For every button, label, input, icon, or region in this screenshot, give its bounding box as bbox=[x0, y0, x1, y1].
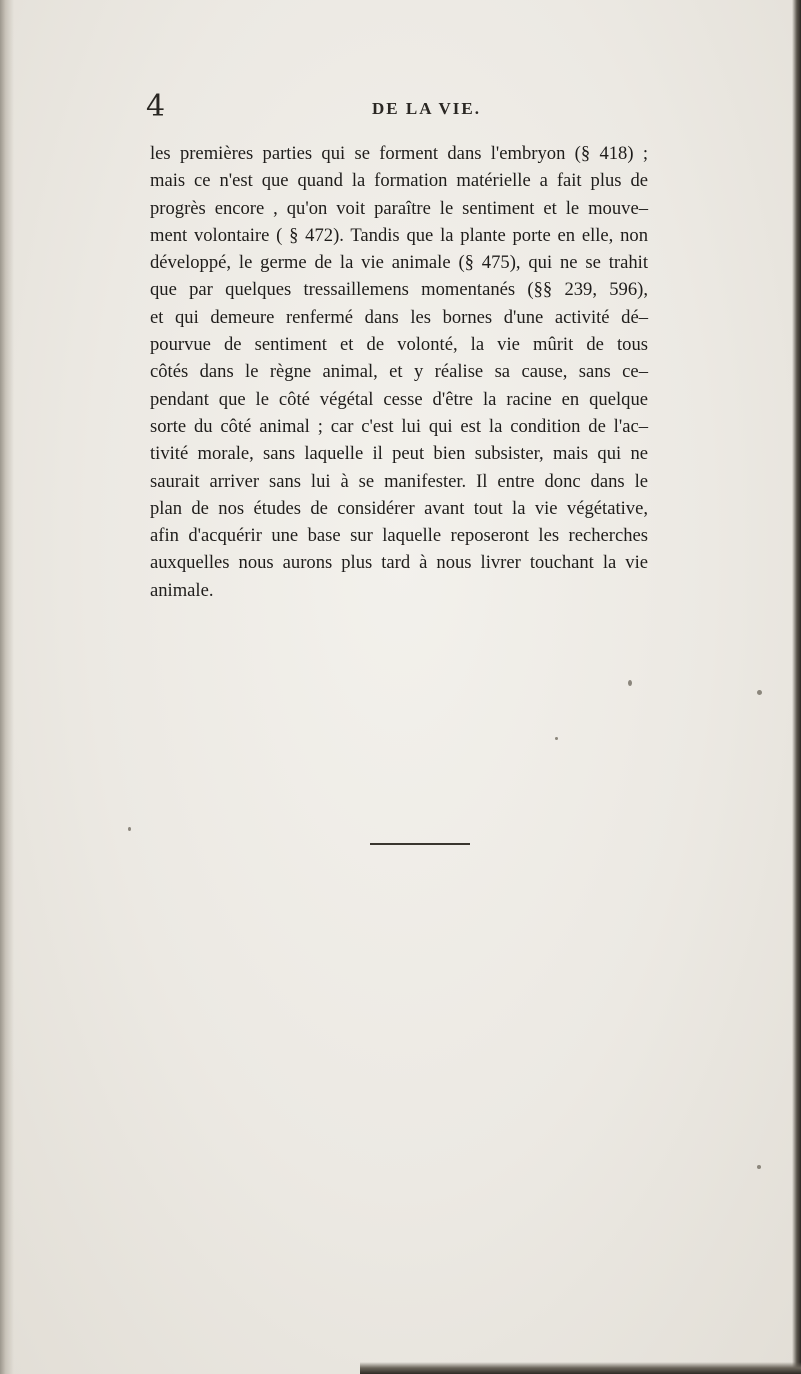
text-line: que par quelques tressaillemens momentanés (§§ 239, 596), bbox=[150, 279, 648, 301]
text-line: auxquelles nous aurons plus tard à nous livrer touchant la vie bbox=[150, 552, 648, 574]
text-line: animale. bbox=[150, 579, 214, 601]
text-line: et qui demeure renfermé dans les bornes d'une activité dé– bbox=[150, 306, 648, 328]
page-edge-right bbox=[792, 0, 801, 1374]
text-line: sorte du côté animal ; car c'est lui qui est la condition de l'ac– bbox=[150, 415, 648, 437]
text-line: saurait arriver sans lui à se manifester. Il entre donc dans le bbox=[150, 470, 648, 492]
paper-speck bbox=[628, 680, 632, 686]
text-line: progrès encore , qu'on voit paraître le sentiment et le mouve– bbox=[150, 197, 648, 219]
paper-speck bbox=[128, 827, 131, 831]
text-line: pourvue de sentiment et de volonté, la vie mûrit de tous bbox=[150, 334, 648, 356]
text-line: pendant que le côté végétal cesse d'être la racine en quelque bbox=[150, 388, 648, 410]
binding-shadow bbox=[0, 0, 14, 1374]
running-head: DE LA VIE. bbox=[372, 99, 481, 118]
text-line: les premières parties qui se forment dans l'embryon (§ 418) ; bbox=[150, 143, 648, 164]
text-line: tivité morale, sans laquelle il peut bien subsister, mais qui ne bbox=[150, 443, 648, 465]
page-header bbox=[140, 88, 660, 128]
text-line: côtés dans le règne animal, et y réalise sa cause, sans ce– bbox=[150, 361, 648, 383]
body-paragraph bbox=[150, 140, 648, 604]
text-line: développé, le germe de la vie animale (§ 475), qui ne se trahit bbox=[150, 252, 648, 274]
section-end-rule bbox=[370, 843, 470, 845]
text-line: plan de nos études de considérer avant tout la vie végétative, bbox=[150, 497, 648, 519]
paper-speck bbox=[757, 690, 762, 695]
page-number: 4 bbox=[146, 89, 166, 124]
text-line: afin d'acquérir une base sur laquelle reposeront les recherches bbox=[150, 525, 648, 547]
paper-speck bbox=[757, 1165, 761, 1169]
paper-speck bbox=[555, 737, 558, 740]
text-line: mais ce n'est que quand la formation matérielle a fait plus de bbox=[150, 170, 648, 192]
page-edge-bottom bbox=[360, 1362, 801, 1374]
text-line: ment volontaire ( § 472). Tandis que la plante porte en elle, non bbox=[150, 224, 648, 246]
